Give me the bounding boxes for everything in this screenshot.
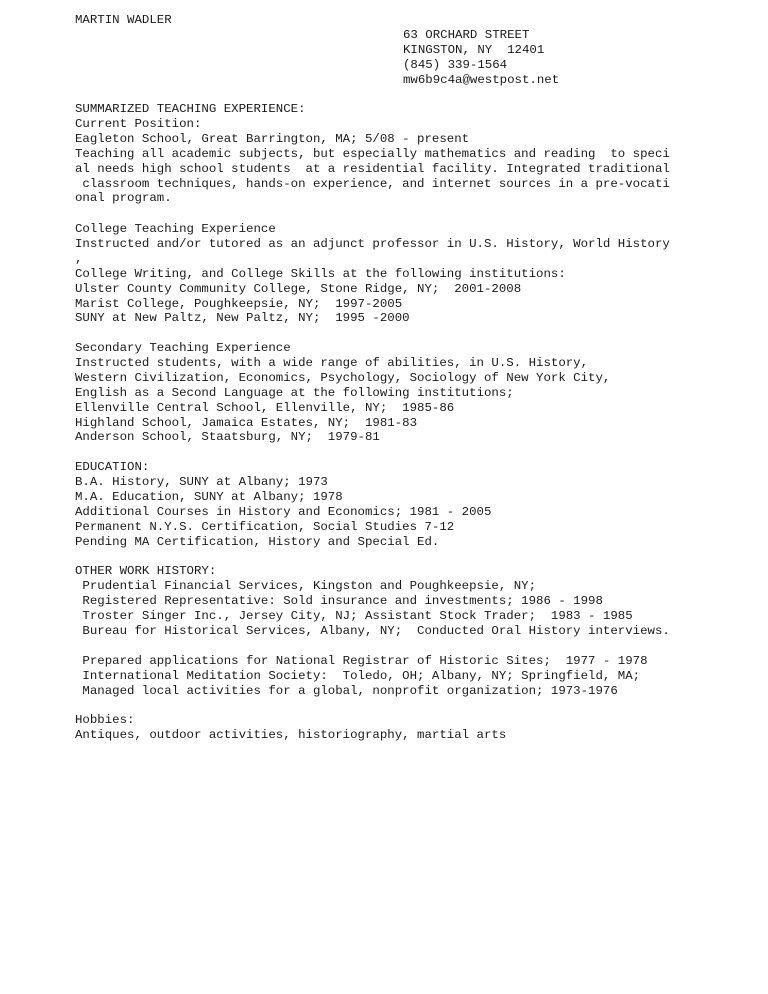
college-section bbox=[75, 222, 695, 326]
section-heading: OTHER WORK HISTORY: bbox=[75, 564, 217, 578]
body-line: Prudential Financial Services, Kingston and Poughkeepsie, NY; bbox=[75, 578, 537, 593]
body-line: B.A. History, SUNY at Albany; 1973 bbox=[75, 474, 328, 489]
body-line: Anderson School, Staatsburg, NY; 1979-81 bbox=[75, 430, 380, 445]
section-heading: SUMMARIZED TEACHING EXPERIENCE: bbox=[75, 102, 306, 116]
phone-number: (845) 339-1564 bbox=[403, 57, 508, 72]
body-line: SUNY at New Paltz, New Paltz, NY; 1995 -2000 bbox=[75, 311, 410, 326]
teaching-section bbox=[75, 102, 695, 206]
street-address: 63 ORCHARD STREET bbox=[403, 28, 530, 42]
body-line: Troster Singer Inc., Jersey City, NJ; Assistant Stock Trader; 1983 - 1985 bbox=[75, 608, 633, 623]
body-line: classroom techniques, hands-on experience, and internet sources in a pre-vocati bbox=[75, 176, 670, 191]
work-history-section bbox=[75, 564, 695, 639]
subsection-label: Current Position: bbox=[75, 116, 202, 131]
body-line: Bureau for Historical Services, Albany, NY; Conducted Oral History interviews. bbox=[75, 623, 670, 638]
contact-address bbox=[403, 28, 703, 88]
body-line: Marist College, Poughkeepsie, NY; 1997-2005 bbox=[75, 296, 403, 311]
city-state-zip: KINGSTON, NY 12401 bbox=[403, 42, 545, 57]
body-line: Western Civilization, Economics, Psychology, Sociology of New York City, bbox=[75, 370, 611, 385]
work-history-continued bbox=[75, 654, 695, 699]
body-line: Registered Representative: Sold insurance and investments; 1986 - 1998 bbox=[75, 593, 603, 608]
body-line: Ellenville Central School, Ellenville, NY; 1985-86 bbox=[75, 400, 455, 415]
body-line: al needs high school students at a residential facility. Integrated traditional bbox=[75, 161, 670, 176]
body-line: College Writing, and College Skills at the following institutions: bbox=[75, 266, 566, 281]
body-line: Instructed students, with a wide range of abilities, in U.S. History, bbox=[75, 355, 589, 370]
section-heading: EDUCATION: bbox=[75, 460, 150, 474]
body-line: Prepared applications for National Registrar of Historic Sites; 1977 - 1978 bbox=[75, 654, 648, 668]
secondary-section bbox=[75, 341, 695, 445]
subsection-label: College Teaching Experience bbox=[75, 222, 276, 236]
body-line: Highland School, Jamaica Estates, NY; 1981-83 bbox=[75, 415, 418, 430]
body-line: Managed local activities for a global, nonprofit organization; 1973-1976 bbox=[75, 683, 618, 698]
subsection-label: Secondary Teaching Experience bbox=[75, 341, 291, 355]
body-line: Teaching all academic subjects, but especially mathematics and reading to speci bbox=[75, 146, 670, 161]
hobbies-section bbox=[75, 713, 695, 743]
body-line: Permanent N.Y.S. Certification, Social Studies 7-12 bbox=[75, 519, 455, 534]
resume-name: MARTIN WADLER bbox=[75, 13, 172, 27]
body-line: M.A. Education, SUNY at Albany; 1978 bbox=[75, 489, 343, 504]
body-line: Additional Courses in History and Economics; 1981 - 2005 bbox=[75, 504, 492, 519]
body-line: Eagleton School, Great Barrington, MA; 5/08 - present bbox=[75, 131, 470, 146]
body-line: Ulster County Community College, Stone Ridge, NY; 2001-2008 bbox=[75, 281, 522, 296]
body-line: International Meditation Society: Toledo, OH; Albany, NY; Springfield, MA; bbox=[75, 668, 641, 683]
email-address: mw6b9c4a@westpost.net bbox=[403, 72, 560, 87]
body-line: Pending MA Certification, History and Special Ed. bbox=[75, 534, 440, 549]
body-line: , bbox=[75, 251, 83, 266]
body-line: Antiques, outdoor activities, historiography, martial arts bbox=[75, 727, 507, 742]
body-line: onal program. bbox=[75, 191, 172, 206]
section-heading: Hobbies: bbox=[75, 713, 135, 727]
education-section bbox=[75, 460, 695, 549]
body-line: English as a Second Language at the following institutions; bbox=[75, 385, 514, 400]
body-line: Instructed and/or tutored as an adjunct professor in U.S. History, World History bbox=[75, 236, 670, 251]
